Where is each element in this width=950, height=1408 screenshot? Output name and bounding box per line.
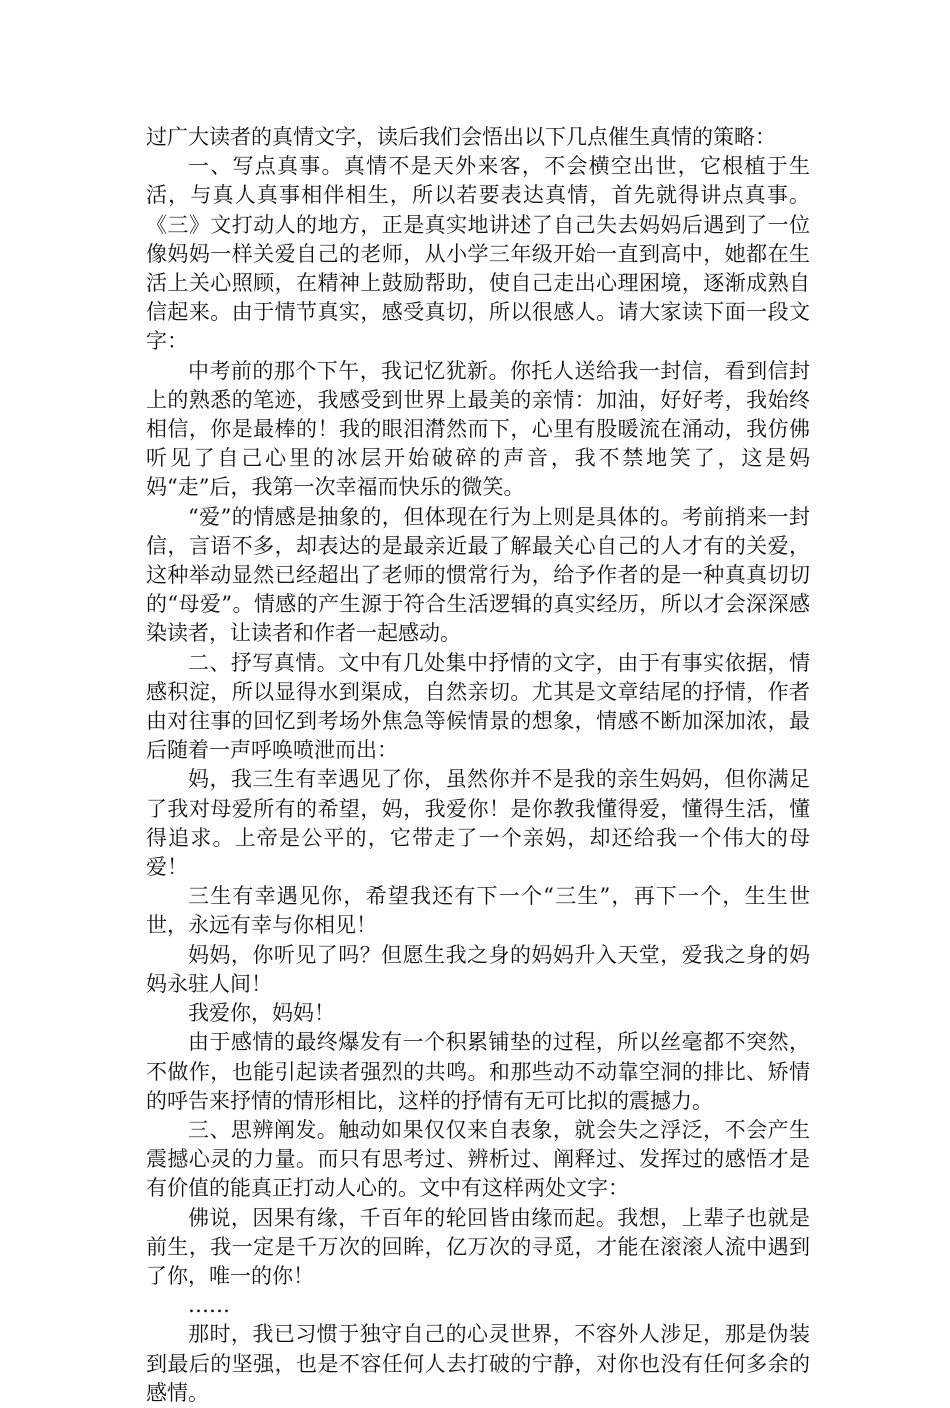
document-page xyxy=(146,123,810,1408)
paragraph-section-three: 三、思辨阐发。触动如果仅仅来自表象，就会失之浮泛，不会产生震撼心灵的力量。而只有思考过、辨析过、阐释过、发挥过的感悟才是有价值的能真正打动人心的。文中有这样两处文字： xyxy=(146,1117,810,1201)
paragraph-section-one: 一、写点真事。真情不是天外来客，不会横空出世，它根植于生活，与真人真事相伴相生，所以若要表达真情，首先就得讲点真事。《三》文打动人的地方，正是真实地讲述了自己失去妈妈后遇到了一位像妈妈一样关爱自己的老师，从小学三年级开始一直到高中，她都在生活上关心照顾，在精神上鼓励帮助，使自己走出心理困境，逐渐成熟自信起来。由于情节真实，感受真切，所以很感人。请大家读下面一段文字： xyxy=(146,154,810,354)
paragraph-quote-buddha: 佛说，因果有缘，千百年的轮回皆由缘而起。我想，上辈子也就是前生，我一定是千万次的回眸，亿万次的寻觅，才能在滚滚人流中遇到了你，唯一的你！ xyxy=(146,1205,810,1288)
paragraph-section-two: 二、抒写真情。文中有几处集中抒情的文字，由于有事实依据，情感积淀，所以显得水到渠成，自然亲切。尤其是文章结尾的抒情，作者由对往事的回忆到考场外焦急等候情景的想象，情感不断加深加浓，最后随着一声呼唤喷泄而出： xyxy=(146,650,810,763)
paragraph-love-analysis: “爱”的情感是抽象的，但体现在行为上则是具体的。考前捎来一封信，言语不多，却表达的是最亲近最了解最关心自己的人才有的关爱，这种举动显然已经超出了老师的惯常行为，给予作者的是一种真真切切的“母爱”。情感的产生源于符合生活逻辑的真实经历，所以才会深深感染读者，让读者和作者一起感动。 xyxy=(146,504,810,646)
paragraph-ellipsis: …… xyxy=(188,1293,230,1318)
paragraph-intro: 过广大读者的真情文字，读后我们会悟出以下几点催生真情的策略： xyxy=(146,125,776,149)
paragraph-quote-heaven: 妈妈，你听见了吗？但愿生我之身的妈妈升入天堂，爱我之身的妈妈永驻人间！ xyxy=(146,942,810,996)
paragraph-emotion-analysis: 由于感情的最终爆发有一个积累铺垫的过程，所以丝毫都不突然，不做作，也能引起读者强烈的共鸣。和那些动不动靠空洞的排比、矫情的呼告来抒情的情形相比，这样的抒情有无可比拟的震撼力。 xyxy=(146,1030,810,1113)
paragraph-quote-love-you: 我爱你，妈妈！ xyxy=(188,1001,335,1026)
paragraph-quote-letter: 中考前的那个下午，我记忆犹新。你托人送给我一封信，看到信封上的熟悉的笔迹，我感受到世界上最美的亲情：加油，好好考，我始终相信，你是最棒的！我的眼泪潸然而下，心里有股暖流在涌动，我仿佛听见了自己心里的冰层开始破碎的声音，我不禁地笑了，这是妈妈“走”后，我第一次幸福而快乐的微笑。 xyxy=(146,358,810,500)
paragraph-quote-solitude: 那时，我已习惯于独守自己的心灵世界，不容外人涉足，那是伪装到最后的坚强，也是不容任何人去打破的宁静，对你也没有任何多余的感情。 xyxy=(146,1322,810,1405)
paragraph-quote-three-lives: 三生有幸遇见你，希望我还有下一个“三生”，再下一个，生生世世，永远有幸与你相见！ xyxy=(146,884,810,938)
paragraph-quote-mother: 妈，我三生有幸遇见了你，虽然你并不是我的亲生妈妈，但你满足了我对母爱所有的希望，妈，我爱你！是你教我懂得爱，懂得生活，懂得追求。上帝是公平的，它带走了一个亲妈，却还给我一个伟大的母爱！ xyxy=(146,767,810,880)
